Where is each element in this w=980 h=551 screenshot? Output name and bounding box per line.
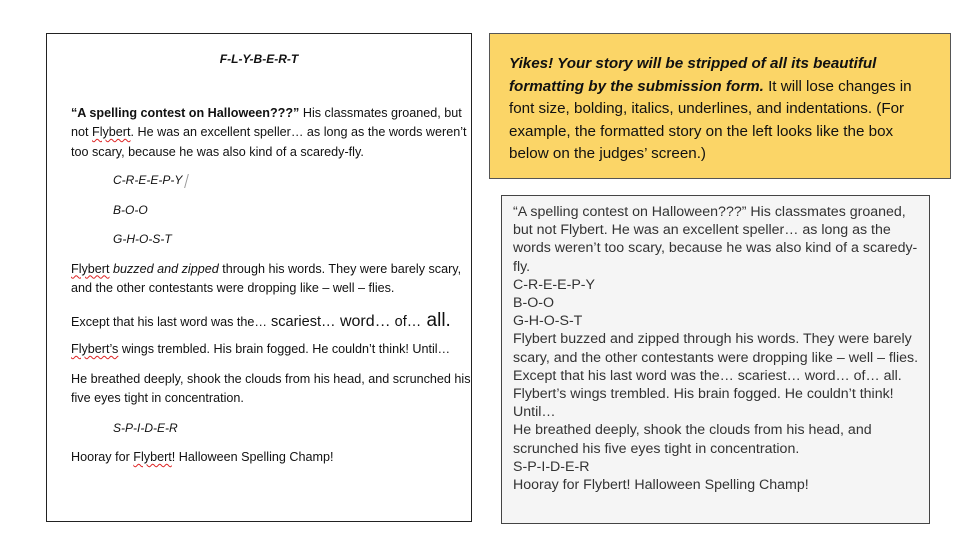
story-paragraph-2: Flybert buzzed and zipped through his words. They were barely scary, and the other contestants were dropping like – well – flies. (71, 261, 462, 295)
plain-line: Flybert buzzed and zipped through his words. They were barely scary, and the other contestants were dropping like – well – flies. (513, 331, 919, 366)
spelled-word-ghost: G-H-O-S-T (113, 232, 172, 246)
warning-emphasis: Yikes! Your story will be stripped of all its beautiful formatting by the submission form. (509, 55, 877, 95)
story-paragraph-5: He breathed deeply, shook the clouds from his head, and scrunched his five eyes tight in concentration. (71, 371, 471, 405)
story-paragraph-6: Hooray for Flybert! Halloween Spelling Champ! (71, 450, 334, 464)
spellcheck-word: Flybert’s (71, 342, 119, 356)
story-paragraph-1: “A spelling contest on Halloween???” His classmates groaned, but not Flybert. He was an excellent speller… as long as the words weren’t too scary, because he was also kind of a scaredy-fly. (71, 105, 467, 159)
plain-line: S-P-I-D-E-R (513, 458, 590, 475)
plain-line: C-R-E-E-P-Y (513, 276, 595, 293)
story-paragraph-3: Except that his last word was the… scariest… word… of… all. (71, 309, 451, 331)
spelled-word-spider: S-P-I-D-E-R (113, 420, 178, 435)
plain-text-preview (501, 195, 930, 524)
spelled-word-creepy: C-R-E-E-P-Y (71, 171, 471, 191)
formatting-warning-note (489, 33, 951, 179)
spellcheck-word: Flybert (92, 125, 131, 139)
plain-line: G-H-O-S-T (513, 313, 583, 330)
plain-line: B-O-O (513, 295, 554, 312)
plain-line: Flybert’s wings trembled. His brain fogged. He couldn’t think! Until… (513, 386, 894, 421)
formatted-story-document (46, 33, 472, 522)
plain-line: He breathed deeply, shook the clouds from his head, and scrunched his five eyes tight in concentration. (513, 422, 872, 457)
spellcheck-word: Flybert (133, 450, 172, 464)
plain-line: Hooray for Flybert! Halloween Spelling Champ! (513, 477, 809, 494)
warning-body: It will lose changes in font size, bolding, italics, underlines, and indentations. (For example, the formatted story on the left looks like the box below on the judges’ screen.) (509, 77, 912, 162)
story-paragraph-4: Flybert’s wings trembled. His brain fogged. He couldn’t think! Until… (71, 342, 451, 356)
story-title: F-L-Y-B-E-R-T (219, 52, 299, 66)
spellcheck-word: Flybert (71, 261, 110, 276)
opening-quote: “A spelling contest on Halloween???” (71, 105, 300, 120)
plain-line: Except that his last word was the… scariest… word… of… all. (513, 367, 902, 384)
spelled-word-boo: B-O-O (113, 202, 148, 217)
plain-line: “A spelling contest on Halloween???” His classmates groaned, but not Flybert. He was an excellent speller… as long as the words weren’t too scary, because he was also kind of a scaredy-fly. (513, 204, 918, 275)
text-cursor-icon (184, 174, 189, 188)
